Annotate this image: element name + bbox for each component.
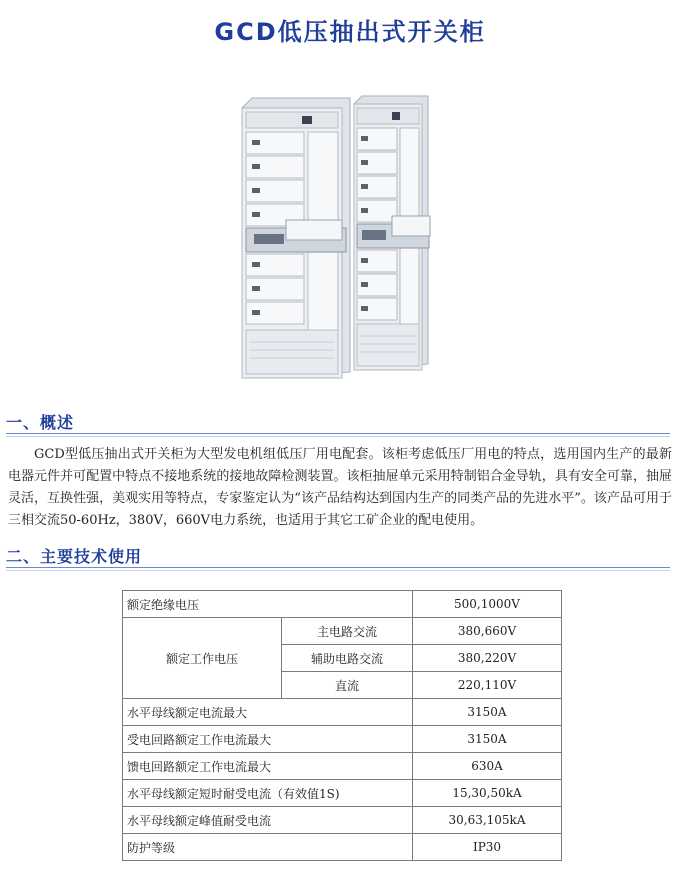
table-row	[123, 753, 562, 780]
spec-value: 220,110V	[413, 672, 562, 699]
spec-table	[122, 590, 562, 861]
spec-value: 380,220V	[413, 645, 562, 672]
spec-sub-label: 辅助电路交流	[282, 645, 413, 672]
spec-label: 额定绝缘电压	[123, 591, 413, 618]
table-row	[123, 591, 562, 618]
spec-value: IP30	[413, 834, 562, 861]
table-row	[123, 807, 562, 834]
spec-label: 受电回路额定工作电流最大	[123, 726, 413, 753]
spec-value: 15,30,50kA	[413, 780, 562, 807]
spec-label: 馈电回路额定工作电流最大	[123, 753, 413, 780]
spec-label: 额定工作电压	[123, 618, 282, 699]
spec-label: 水平母线额定峰值耐受电流	[123, 807, 413, 834]
spec-value: 30,63,105kA	[413, 807, 562, 834]
overview-paragraph: GCD型低压抽出式开关柜为大型发电机组低压厂用电配套。该柜考虑低压厂用电的特点，选用国内生产的最新电器元件并可配置中特点不接地系统的接地故障检测装置。该柜抽屉单元采用特制铝合金导轨，具有安全可靠，抽屉灵活，互换性强，美观实用等特点，专家鉴定认为“该产品结构达到国内生产的同类产品的先进水平”。该产品可用于三相交流50-60Hz，380V，660V电力系统，也适用于其它工矿企业的配电使用。	[8, 447, 672, 528]
section-heading-specs: 二、主要技术使用	[6, 547, 143, 566]
spec-sub-label: 直流	[282, 672, 413, 699]
table-row	[123, 780, 562, 807]
spec-value: 3150A	[413, 699, 562, 726]
spec-label: 水平母线额定短时耐受电流（有效值1S)	[123, 780, 413, 807]
spec-sub-label: 主电路交流	[282, 618, 413, 645]
table-row	[123, 618, 562, 645]
spec-value: 500,1000V	[413, 591, 562, 618]
table-row	[123, 726, 562, 753]
table-row	[123, 699, 562, 726]
section-divider	[6, 433, 670, 434]
page-title: GCD低压抽出式开关柜	[214, 18, 486, 46]
spec-label: 防护等级	[123, 834, 413, 861]
section-divider	[6, 567, 670, 568]
section-heading-overview: 一、概述	[6, 413, 75, 432]
section-divider	[6, 570, 670, 571]
spec-value: 3150A	[413, 726, 562, 753]
spec-value: 630A	[413, 753, 562, 780]
section-divider	[6, 436, 670, 437]
spec-label: 水平母线额定电流最大	[123, 699, 413, 726]
table-row	[123, 834, 562, 861]
spec-value: 380,660V	[413, 618, 562, 645]
switchgear-cabinet-photo	[232, 94, 432, 384]
